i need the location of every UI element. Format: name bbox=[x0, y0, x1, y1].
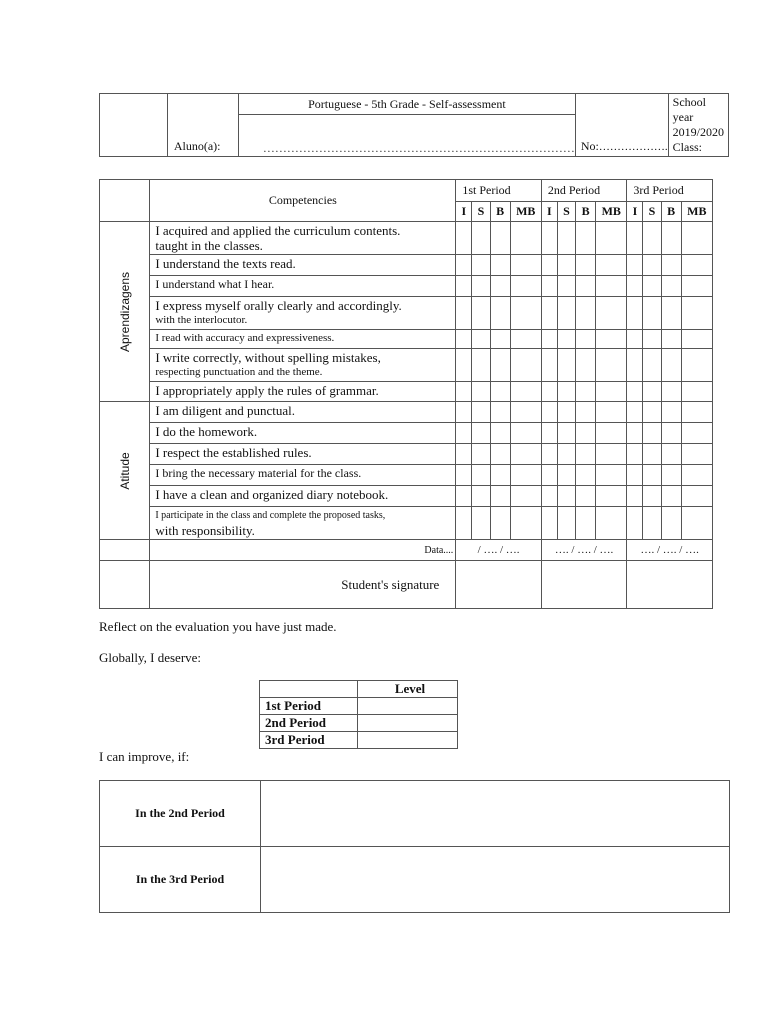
rating-cell[interactable] bbox=[661, 330, 681, 349]
rating-cell[interactable] bbox=[541, 330, 557, 349]
rating-cell[interactable] bbox=[510, 330, 541, 349]
student-signature-label: Student's signature bbox=[150, 561, 456, 609]
rating-cell[interactable] bbox=[661, 444, 681, 465]
rating-cell[interactable] bbox=[557, 330, 575, 349]
rating-cell[interactable] bbox=[643, 507, 661, 540]
rating-cell[interactable] bbox=[681, 297, 712, 330]
rating-cell[interactable] bbox=[576, 507, 596, 540]
improve-text-area[interactable] bbox=[261, 847, 730, 913]
rating-cell[interactable] bbox=[456, 486, 472, 507]
group-label: Aprendizagens bbox=[117, 271, 132, 352]
rating-cell[interactable] bbox=[510, 297, 541, 330]
rating-cell[interactable] bbox=[596, 349, 627, 382]
rating-cell[interactable] bbox=[456, 222, 472, 255]
rating-cell[interactable] bbox=[472, 255, 490, 276]
rating-cell[interactable] bbox=[557, 402, 575, 423]
rating-cell[interactable] bbox=[557, 382, 575, 402]
school-year-label: School year bbox=[672, 95, 706, 124]
rating-cell[interactable] bbox=[490, 349, 510, 382]
rating-cell[interactable] bbox=[576, 423, 596, 444]
rating-cell[interactable] bbox=[643, 402, 661, 423]
rating-cell[interactable] bbox=[661, 255, 681, 276]
group-aprendizagens bbox=[100, 222, 150, 402]
improve-table bbox=[99, 780, 730, 913]
rating-cell[interactable] bbox=[596, 486, 627, 507]
improve-text-area[interactable] bbox=[261, 781, 730, 847]
scale-i: I bbox=[627, 202, 643, 222]
school-year-value: 2019/2020 bbox=[672, 125, 724, 139]
scale-mb: MB bbox=[681, 202, 712, 222]
rating-cell[interactable] bbox=[681, 444, 712, 465]
rating-cell[interactable] bbox=[490, 222, 510, 255]
rating-cell[interactable] bbox=[541, 276, 557, 297]
rating-cell[interactable] bbox=[510, 382, 541, 402]
rating-cell[interactable] bbox=[643, 465, 661, 486]
scale-mb: MB bbox=[596, 202, 627, 222]
rating-cell[interactable] bbox=[596, 222, 627, 255]
competencies-header: Competencies bbox=[150, 180, 456, 222]
level-value-cell[interactable] bbox=[358, 732, 458, 749]
rating-cell[interactable] bbox=[627, 276, 643, 297]
rating-cell[interactable] bbox=[490, 382, 510, 402]
rating-cell[interactable] bbox=[681, 486, 712, 507]
rating-cell[interactable] bbox=[681, 330, 712, 349]
rating-cell[interactable] bbox=[661, 276, 681, 297]
rating-cell[interactable] bbox=[557, 507, 575, 540]
rating-cell[interactable] bbox=[596, 297, 627, 330]
competency-item: I write correctly, without spelling mistakes, respecting punctuation and the theme. bbox=[150, 349, 456, 382]
rating-cell[interactable] bbox=[541, 423, 557, 444]
rating-cell[interactable] bbox=[627, 297, 643, 330]
rating-cell[interactable] bbox=[490, 330, 510, 349]
rating-cell[interactable] bbox=[576, 402, 596, 423]
rating-cell[interactable] bbox=[627, 486, 643, 507]
rating-cell[interactable] bbox=[490, 465, 510, 486]
rating-cell[interactable] bbox=[627, 330, 643, 349]
school-year-cell bbox=[668, 94, 728, 157]
date-field-period-3[interactable]: …. / …. / …. bbox=[627, 540, 713, 561]
rating-cell[interactable] bbox=[510, 349, 541, 382]
level-header: Level bbox=[358, 681, 458, 698]
rating-cell[interactable] bbox=[557, 255, 575, 276]
rating-cell[interactable] bbox=[456, 465, 472, 486]
rating-cell[interactable] bbox=[472, 423, 490, 444]
competency-item: I have a clean and organized diary notebook. bbox=[150, 486, 456, 507]
form-title: Portuguese - 5th Grade - Self-assessment bbox=[238, 94, 575, 115]
scale-mb: MB bbox=[510, 202, 541, 222]
level-corner bbox=[260, 681, 358, 698]
rating-cell[interactable] bbox=[510, 255, 541, 276]
rating-cell[interactable] bbox=[472, 297, 490, 330]
rating-cell[interactable] bbox=[627, 349, 643, 382]
rating-cell[interactable] bbox=[596, 255, 627, 276]
class-label[interactable]: Class: bbox=[672, 140, 702, 154]
rating-cell[interactable] bbox=[456, 276, 472, 297]
rating-cell[interactable] bbox=[541, 507, 557, 540]
logo-placeholder-cell bbox=[100, 94, 168, 157]
rating-cell[interactable] bbox=[456, 255, 472, 276]
scale-s: S bbox=[557, 202, 575, 222]
rating-cell[interactable] bbox=[661, 349, 681, 382]
rating-cell[interactable] bbox=[596, 382, 627, 402]
rating-cell[interactable] bbox=[643, 255, 661, 276]
rating-cell[interactable] bbox=[510, 465, 541, 486]
rating-cell[interactable] bbox=[490, 507, 510, 540]
date-field-period-2[interactable]: …. / …. / …. bbox=[541, 540, 627, 561]
rating-cell[interactable] bbox=[490, 444, 510, 465]
rating-cell[interactable] bbox=[510, 444, 541, 465]
rating-cell[interactable] bbox=[557, 423, 575, 444]
rating-cell[interactable] bbox=[661, 297, 681, 330]
rating-cell[interactable] bbox=[681, 255, 712, 276]
signature-field-period-3[interactable] bbox=[627, 561, 713, 609]
rating-cell[interactable] bbox=[643, 382, 661, 402]
rating-cell[interactable] bbox=[472, 276, 490, 297]
rating-cell[interactable] bbox=[490, 423, 510, 444]
rating-cell[interactable] bbox=[681, 222, 712, 255]
rating-cell[interactable] bbox=[576, 465, 596, 486]
rating-cell[interactable] bbox=[596, 444, 627, 465]
competency-item: I participate in the class and complete the proposed tasks, with responsibility. bbox=[150, 507, 456, 540]
improve-row-label: In the 2nd Period bbox=[100, 781, 261, 847]
rating-cell[interactable] bbox=[661, 507, 681, 540]
rating-cell[interactable] bbox=[557, 465, 575, 486]
rating-cell[interactable] bbox=[576, 330, 596, 349]
rating-cell[interactable] bbox=[490, 486, 510, 507]
competency-item: I am diligent and punctual. bbox=[150, 402, 456, 423]
rating-cell[interactable] bbox=[456, 330, 472, 349]
level-row-label: 1st Period bbox=[260, 698, 358, 715]
rating-cell[interactable] bbox=[541, 222, 557, 255]
rating-cell[interactable] bbox=[541, 297, 557, 330]
rating-cell[interactable] bbox=[490, 255, 510, 276]
rating-cell[interactable] bbox=[557, 444, 575, 465]
competencies-table bbox=[99, 179, 713, 609]
rating-cell[interactable] bbox=[627, 444, 643, 465]
rating-cell[interactable] bbox=[472, 402, 490, 423]
improve-row-label: In the 3rd Period bbox=[100, 847, 261, 913]
rating-cell[interactable] bbox=[510, 486, 541, 507]
competency-item: I read with accuracy and expressiveness. bbox=[150, 330, 456, 349]
rating-cell[interactable] bbox=[661, 486, 681, 507]
rating-cell[interactable] bbox=[456, 423, 472, 444]
date-field-period-1[interactable]: / …. / …. bbox=[456, 540, 542, 561]
number-dots: ………………. bbox=[598, 141, 668, 153]
rating-cell[interactable] bbox=[627, 255, 643, 276]
rating-cell[interactable] bbox=[643, 330, 661, 349]
improve-text: I can improve, if: bbox=[99, 749, 190, 764]
rating-cell[interactable] bbox=[456, 507, 472, 540]
number-field[interactable] bbox=[575, 94, 668, 157]
rating-cell[interactable] bbox=[627, 465, 643, 486]
student-label: Aluno(a): bbox=[167, 94, 238, 157]
rating-cell[interactable] bbox=[643, 297, 661, 330]
competency-item: I do the homework. bbox=[150, 423, 456, 444]
rating-cell[interactable] bbox=[681, 465, 712, 486]
rating-cell[interactable] bbox=[576, 349, 596, 382]
rating-cell[interactable] bbox=[541, 402, 557, 423]
student-name-field[interactable]: …………………………………………………………………… bbox=[238, 115, 575, 157]
rating-cell[interactable] bbox=[510, 423, 541, 444]
rating-cell[interactable] bbox=[596, 423, 627, 444]
rating-cell[interactable] bbox=[596, 330, 627, 349]
rating-cell[interactable] bbox=[643, 423, 661, 444]
rating-cell[interactable] bbox=[541, 382, 557, 402]
rating-cell[interactable] bbox=[627, 423, 643, 444]
rating-cell[interactable] bbox=[681, 402, 712, 423]
level-row-label: 3rd Period bbox=[260, 732, 358, 749]
group-atitude bbox=[100, 402, 150, 540]
rating-cell[interactable] bbox=[472, 330, 490, 349]
rating-cell[interactable] bbox=[681, 507, 712, 540]
scale-i: I bbox=[456, 202, 472, 222]
number-label: No: bbox=[580, 139, 599, 153]
rating-cell[interactable] bbox=[576, 382, 596, 402]
rating-cell[interactable] bbox=[456, 444, 472, 465]
competency-item: I understand what I hear. bbox=[150, 276, 456, 297]
header-table bbox=[99, 93, 729, 157]
rating-cell[interactable] bbox=[596, 507, 627, 540]
rating-cell[interactable] bbox=[643, 349, 661, 382]
rating-cell[interactable] bbox=[557, 486, 575, 507]
rating-cell[interactable] bbox=[576, 486, 596, 507]
rating-cell[interactable] bbox=[510, 402, 541, 423]
competency-item: I understand the texts read. bbox=[150, 255, 456, 276]
signature-field-period-2[interactable] bbox=[541, 561, 627, 609]
scale-s: S bbox=[643, 202, 661, 222]
globally-text: Globally, I deserve: bbox=[99, 650, 202, 665]
rating-cell[interactable] bbox=[490, 276, 510, 297]
signature-field-period-1[interactable] bbox=[456, 561, 542, 609]
rating-cell[interactable] bbox=[541, 255, 557, 276]
rating-cell[interactable] bbox=[541, 349, 557, 382]
rating-cell[interactable] bbox=[643, 222, 661, 255]
rating-cell[interactable] bbox=[643, 486, 661, 507]
scale-b: B bbox=[576, 202, 596, 222]
rating-cell[interactable] bbox=[596, 276, 627, 297]
data-label: Data.... bbox=[150, 540, 456, 561]
rating-cell[interactable] bbox=[627, 222, 643, 255]
rating-cell[interactable] bbox=[576, 276, 596, 297]
rating-cell[interactable] bbox=[681, 276, 712, 297]
level-value-cell[interactable] bbox=[358, 698, 458, 715]
scale-b: B bbox=[661, 202, 681, 222]
signature-row-corner bbox=[100, 561, 150, 609]
period-1-header: 1st Period bbox=[456, 180, 542, 202]
rating-cell[interactable] bbox=[541, 486, 557, 507]
rating-cell[interactable] bbox=[557, 349, 575, 382]
rating-cell[interactable] bbox=[456, 402, 472, 423]
rating-cell[interactable] bbox=[456, 349, 472, 382]
rating-cell[interactable] bbox=[472, 382, 490, 402]
competency-item: I appropriately apply the rules of grammar. bbox=[150, 382, 456, 402]
rating-cell[interactable] bbox=[472, 465, 490, 486]
scale-s: S bbox=[472, 202, 490, 222]
rating-cell[interactable] bbox=[627, 507, 643, 540]
rating-cell[interactable] bbox=[472, 444, 490, 465]
level-value-cell[interactable] bbox=[358, 715, 458, 732]
rating-cell[interactable] bbox=[510, 507, 541, 540]
rating-cell[interactable] bbox=[681, 382, 712, 402]
period-2-header: 2nd Period bbox=[541, 180, 627, 202]
reflect-text: Reflect on the evaluation you have just made. bbox=[99, 619, 337, 634]
group-label: Atitude bbox=[117, 451, 132, 490]
rating-cell[interactable] bbox=[681, 349, 712, 382]
corner-cell bbox=[100, 180, 150, 222]
rating-cell[interactable] bbox=[456, 382, 472, 402]
rating-cell[interactable] bbox=[576, 444, 596, 465]
rating-cell[interactable] bbox=[557, 222, 575, 255]
rating-cell[interactable] bbox=[490, 402, 510, 423]
competency-item: I acquired and applied the curriculum contents. taught in the classes. bbox=[150, 222, 456, 255]
data-row-corner bbox=[100, 540, 150, 561]
rating-cell[interactable] bbox=[643, 276, 661, 297]
rating-cell[interactable] bbox=[596, 402, 627, 423]
rating-cell[interactable] bbox=[681, 423, 712, 444]
rating-cell[interactable] bbox=[456, 297, 472, 330]
scale-b: B bbox=[490, 202, 510, 222]
rating-cell[interactable] bbox=[627, 402, 643, 423]
level-row-label: 2nd Period bbox=[260, 715, 358, 732]
rating-cell[interactable] bbox=[472, 222, 490, 255]
period-3-header: 3rd Period bbox=[627, 180, 713, 202]
rating-cell[interactable] bbox=[472, 486, 490, 507]
competency-item: I respect the established rules. bbox=[150, 444, 456, 465]
competency-item: I express myself orally clearly and accordingly. with the interlocutor. bbox=[150, 297, 456, 330]
rating-cell[interactable] bbox=[661, 222, 681, 255]
rating-cell[interactable] bbox=[576, 255, 596, 276]
rating-cell[interactable] bbox=[490, 297, 510, 330]
rating-cell[interactable] bbox=[643, 444, 661, 465]
rating-cell[interactable] bbox=[627, 382, 643, 402]
rating-cell[interactable] bbox=[472, 507, 490, 540]
rating-cell[interactable] bbox=[541, 444, 557, 465]
rating-cell[interactable] bbox=[661, 465, 681, 486]
level-table bbox=[259, 680, 458, 749]
rating-cell[interactable] bbox=[576, 222, 596, 255]
rating-cell[interactable] bbox=[541, 465, 557, 486]
rating-cell[interactable] bbox=[661, 402, 681, 423]
rating-cell[interactable] bbox=[557, 297, 575, 330]
scale-i: I bbox=[541, 202, 557, 222]
rating-cell[interactable] bbox=[596, 465, 627, 486]
competency-item: I bring the necessary material for the class. bbox=[150, 465, 456, 486]
rating-cell[interactable] bbox=[557, 276, 575, 297]
rating-cell[interactable] bbox=[661, 423, 681, 444]
rating-cell[interactable] bbox=[472, 349, 490, 382]
rating-cell[interactable] bbox=[510, 276, 541, 297]
rating-cell[interactable] bbox=[510, 222, 541, 255]
rating-cell[interactable] bbox=[661, 382, 681, 402]
rating-cell[interactable] bbox=[576, 297, 596, 330]
